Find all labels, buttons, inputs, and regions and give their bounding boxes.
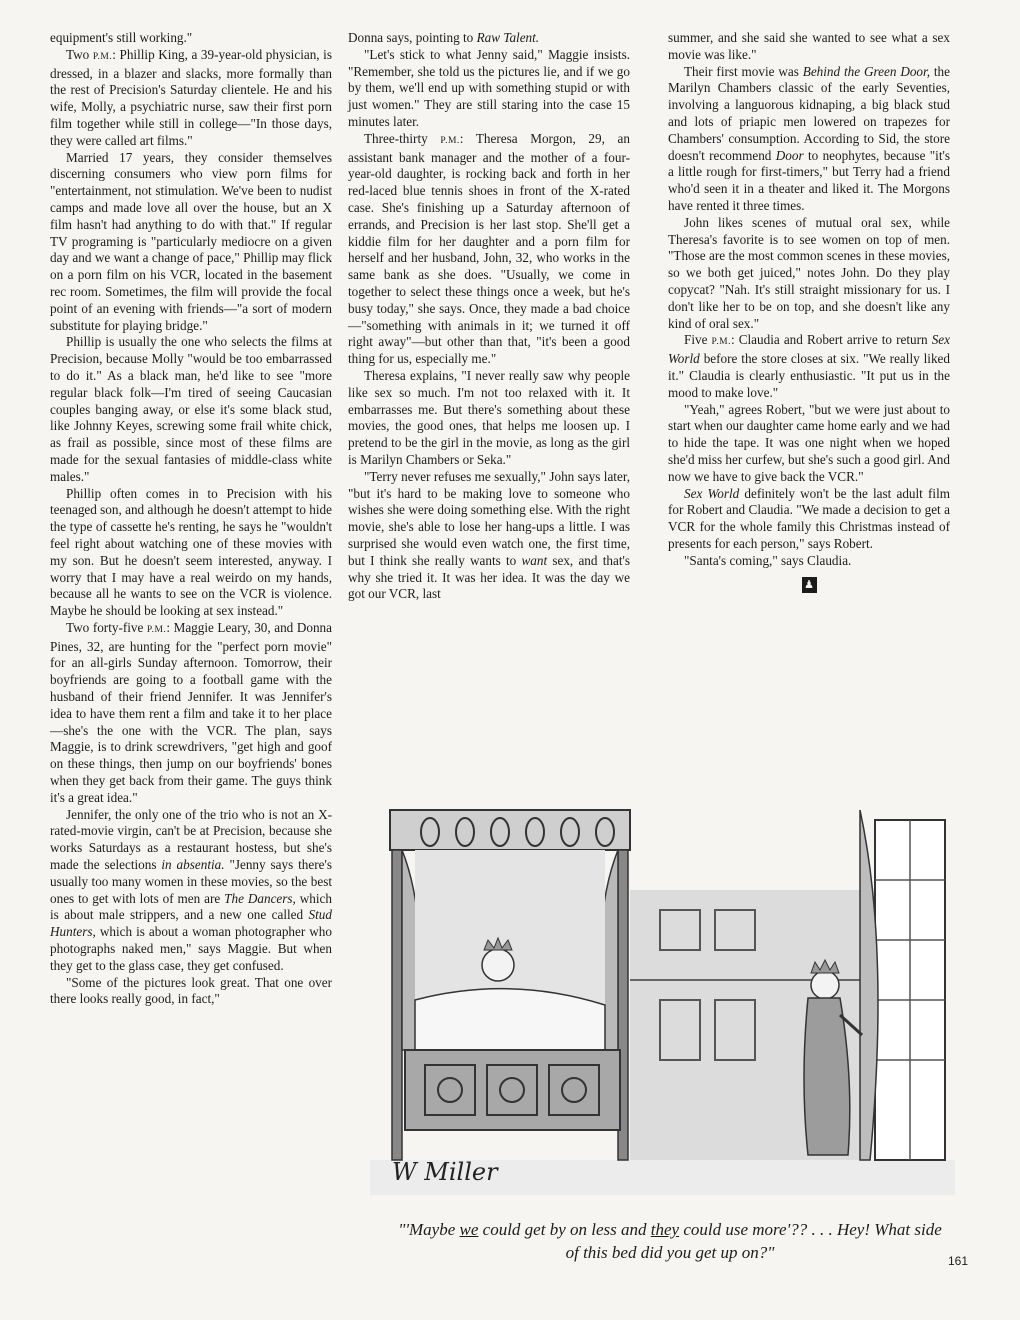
italic-text: want — [521, 552, 548, 568]
paragraph-text: Donna says, pointing to — [348, 30, 477, 45]
paragraph: "Some of the pictures look great. That one over there looks really good, in fact," — [50, 974, 332, 1007]
time-pm: P.M. — [711, 337, 731, 348]
paragraph-text: : Claudia and Robert arrive to return — [730, 332, 932, 348]
time-text: Two — [66, 46, 93, 62]
paragraph-text: Jennifer, the only one of the trio who is not an X-rated-movie virgin, can't be at Precision, because she works Saturdays as a restaurant hostess, but she's made the selections — [50, 806, 332, 873]
caption-text: could get by on less and — [478, 1220, 651, 1239]
paragraph-text: Their first movie was — [684, 63, 803, 79]
paragraph-text: which is about a woman photographer who photographs naked men," says Maggie. But when they get to the glass case, they get confused. — [50, 924, 332, 973]
paragraph-text: definitely won't be the last adult film for Robert and Claudia. "We made a decision to get a VCR for the whole family this Christmas instead of presents for each person," says Robert. — [668, 485, 950, 551]
paragraph: equipment's still working." — [50, 30, 193, 45]
paragraph-text: which is about male strippers, and a new one called — [50, 890, 333, 923]
film-title: Door — [775, 147, 804, 163]
rabbit-head-icon: ♟ — [802, 577, 817, 593]
caption-emphasis: they — [650, 1220, 680, 1239]
paragraph-text: : Phillip King, a 39-year-old physician, is dressed, in a blazer and slacks, more formally than the rest of Precision's Saturday clientele. He and his wife, Molly, a psychiatric nurse, saw their first porn film together while still in college—"In those days, they were called art films." — [50, 46, 332, 148]
time-text: Two forty-five — [66, 619, 147, 635]
article-column-3 — [668, 30, 950, 593]
end-mark — [668, 576, 950, 593]
article-column-1 — [50, 30, 332, 1008]
paragraph-text: "Jenny says there's usually too many women in these movies, so the best ones to get with lots of men are — [50, 857, 332, 906]
film-title: Sex World — [684, 485, 740, 501]
paragraph-text: the Marilyn Chambers classic of the early Seventies, involving a languorous kidnaping, a big black stud and lots of priapic men lowered on trapezes for Chambers' consumption. According to Sid, the store doesn't recommend — [668, 63, 950, 163]
paragraph-text: "Terry never refuses me sexually," John says later, "but it's hard to be making love to someone who wishes she were doing something else. With the right movie, she's able to lose her hang-ups a little. I was surprised she would even watch one, the first time, but I think she really wants to — [348, 468, 630, 568]
time-pm: P.M. — [440, 135, 460, 146]
time-text: Five — [684, 332, 712, 348]
paragraph: Married 17 years, they consider themselves discerning consumers who view porn films for "entertainment, not stimulation. We've been to nudist camps and made love all over the house, but an X film hasn't had anything to do with that." If regular TV programing is "particularly mediocre on a given day and we want a change of pace," Phillip may flick on a porn film on his VCR, located in the basement rec room. Sometimes, the film will provide the focal point of an evening with friends—"a sort of modern substitute for playing bridge." — [50, 149, 332, 333]
italic-text: in absentia. — [161, 857, 225, 873]
paragraph — [348, 469, 630, 603]
film-title: Behind the Green Door, — [802, 63, 930, 79]
page-number: 161 — [948, 1254, 969, 1268]
paragraph: "Santa's coming," says Claudia. — [684, 552, 852, 568]
article-column-2 — [348, 30, 630, 603]
paragraph-text: to neophytes, because "it's a little rough for first-timers," but Terry had a friend who'd seen it in a theater and liked it. The Morgons have rented it three times. — [668, 147, 950, 213]
film-title: Stud Hunters, — [50, 907, 332, 940]
paragraph — [668, 486, 950, 553]
time-text: Three-thirty — [364, 130, 441, 146]
paragraph: Phillip is usually the one who selects the films at Precision, because Molly "would be too embarrassed to do it." As a black man, he'd like to see "more regular black folk—I'm tired of seeing Caucasian couples banging away, or else it's some black stud, like Johnny Keyes, screwing some frail white chick, as frail as possible, since most of these films are made for the sexual fantasies of middle-class white males." — [50, 334, 332, 484]
paragraph — [348, 30, 630, 47]
paragraph: "Let's stick to what Jenny said," Maggie insists. "Remember, she told us the pictures lie, and if we go by them, we'll end up with something stupid or with just women." They are still staring into the case 15 minutes later. — [348, 46, 630, 129]
paragraph — [348, 131, 630, 368]
paragraph — [50, 47, 332, 150]
caption-emphasis: we — [459, 1220, 479, 1239]
paragraph — [50, 807, 332, 975]
paragraph-text: sex, and that's why she tried it. It was her idea. It was the day we got our VCR, last — [348, 552, 630, 602]
paragraph: Theresa explains, "I never really saw why people like sex so much. I'm not too relaxed with it. It embarrasses me. But there's something about these movies, the good ones, that helps me loosen up. I pretend to be the girl in the movie, as long as the girl is Marilyn Chambers or Seka." — [348, 367, 630, 467]
cartoon-signature: W Miller — [392, 1158, 498, 1186]
paragraph: summer, and she said she wanted to see what a sex movie was like." — [668, 30, 950, 62]
cartoon-caption — [390, 1218, 950, 1264]
caption-text: could use more'?? . . . Hey! What side of this bed did you get up on?" — [565, 1220, 942, 1262]
caption-text: "'Maybe — [398, 1220, 460, 1239]
paragraph-text: before the store closes at six. "We really liked it." Claudia is clearly enthusiastic. "It put us in the mood to make love." — [668, 351, 950, 400]
film-title: The Dancers, — [224, 890, 296, 906]
paragraph — [668, 332, 950, 401]
paragraph — [50, 620, 332, 807]
film-title: Raw Talent. — [476, 30, 540, 45]
paragraph: John likes scenes of mutual oral sex, while Theresa's favorite is to see women on top of men. "Those are the most common scenes in these movies, so we both get juiced," notes John. Do they play copycat? "Nah. It's still straight missionary for us. I don't like her to be on top, and she doesn't like any kind of oral sex." — [668, 214, 950, 331]
paragraph — [668, 64, 950, 215]
paragraph: Phillip often comes in to Precision with his teenaged son, and although he doesn't attempt to hide the type of cassette he's renting, he says he "wouldn't feel right about watching one of these movies with my son. But he doesn't seem interested, anyway. I worry that I may have a real weirdo on my hands, because all he wants to see on the VCR is violence. Maybe he should be looking at sex instead." — [50, 485, 332, 619]
time-pm: P.M. — [92, 51, 113, 62]
time-pm: P.M. — [146, 624, 167, 635]
paragraph-text: : Maggie Leary, 30, and Donna Pines, 32, are hunting for the "perfect porn movie" for an all-girls Sunday afternoon. Tomorrow, their boyfriends are going to a football game with the husband of their friend Jennifer. It was Jennifer's idea to have them rent a film and take it to her place—she's the one with the VCR. The plan, says Maggie, is to drink screwdrivers, "get high and goof on these things, then jump on our boyfriends' bones when they get back from their game. The guys think it's a great idea." — [50, 619, 333, 805]
cartoon-illustration — [370, 800, 955, 1195]
film-title: Sex World — [668, 332, 950, 367]
paragraph: "Yeah," agrees Robert, "but we were just about to start when our daughter came home early and we had to hide the tape. It was one night when we hoped she'd miss her curfew, but she's such a good girl. And now we have to give back the VCR." — [668, 401, 950, 484]
paragraph-text: : Theresa Morgon, 29, an assistant bank manager and the mother of a four-year-old daughter, is rocking back and forth in her red-laced blue tennis shoes in front of the X-rated case. She's finishing up a Saturday afternoon of errands, and Precision is her last stop. She'll get a kiddie film for her daughter and a porn film for herself and her husband, John, 32, who works in the same bank as she does. "Usually, we come in together to select these things once a week, but he's busy today," she says. Once, they made a bad choice—"something with animals in it; we turned it off right away"—but other than that, "it's been a good thing for us, especially me." — [348, 130, 630, 367]
